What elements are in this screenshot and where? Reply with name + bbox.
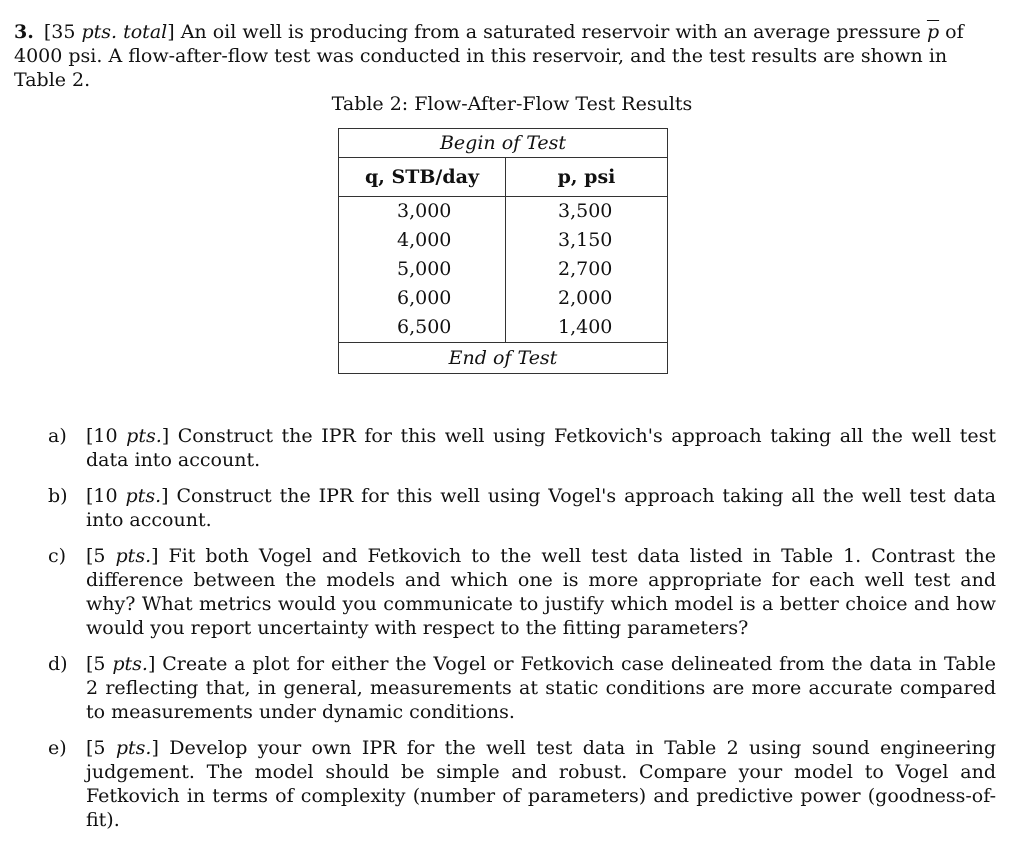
part-points-open: [5 [86, 545, 116, 567]
part-points-label: pts. [126, 425, 162, 447]
part-points-close: ] [151, 545, 159, 567]
q-value: 3,000 [397, 200, 452, 222]
part-points-open: [10 [86, 425, 127, 447]
question-part-c [48, 544, 996, 640]
problem-statement [14, 20, 1004, 92]
question-parts-list [48, 424, 996, 844]
question-part-e [48, 736, 996, 832]
p-value: 3,500 [558, 200, 613, 222]
intro-text-b: of 4000 psi. A flow-after-flow test was conducted in this reservoir, and the test results are shown in Table 2. [14, 21, 964, 91]
part-points-open: [10 [86, 485, 126, 507]
column-header-q-text: q, STB/day [364, 166, 479, 188]
intro-text-a: An oil well is producing from a saturated reservoir with an average pressure [174, 21, 927, 43]
question-part-d [48, 652, 996, 724]
part-points-close: ] [161, 425, 170, 447]
q-value: 5,000 [397, 258, 452, 280]
average-pressure-symbol: $\overline{p}$ [926, 21, 940, 43]
column-header-q [339, 158, 506, 197]
p-value: 1,400 [558, 316, 613, 338]
part-points-label: pts. [125, 485, 162, 507]
points-close: ] [167, 21, 175, 43]
problem-number: 3. [14, 21, 34, 43]
p-value: 2,700 [558, 258, 613, 280]
p-value: 3,150 [558, 229, 613, 251]
part-marker: e) [48, 737, 67, 759]
column-header-p [506, 158, 668, 197]
part-marker: b) [48, 485, 68, 507]
part-marker: c) [48, 545, 67, 567]
q-values-cell [339, 197, 506, 343]
part-text: Develop your own IPR for the well test data in Table 2 using sound engineering judgement. The model should be simple and robust. Compare your model to Vogel and Fetkovich in terms of complexity (number of parameters) and predictive power (goodness-of-fit). [86, 737, 996, 831]
part-points-close: ] [147, 653, 156, 675]
part-text: Construct the IPR for this well using Vogel's approach taking all the well test data into account. [86, 485, 996, 531]
part-text: Construct the IPR for this well using Fetkovich's approach taking all the well test data into account. [86, 425, 996, 471]
table-caption: Table 2: Flow-After-Flow Test Results [331, 93, 693, 115]
end-of-test-label: End of Test [339, 343, 668, 374]
part-points-label: pts. [115, 545, 152, 567]
question-part-b [48, 484, 996, 532]
part-points-open: [5 [86, 653, 113, 675]
part-points-label: pts. [112, 653, 148, 675]
begin-of-test-label: Begin of Test [339, 129, 668, 158]
part-points-label: pts. [115, 737, 152, 759]
part-text: Create a plot for either the Vogel or Fetkovich case delineated from the data in Table 2 reflecting that, in general, measurements at static conditions are more accurate compared to measurements under dynamic conditions. [86, 653, 996, 723]
part-text: Fit both Vogel and Fetkovich to the well test data listed in Table 1. Contrast the difference between the models and which one is more appropriate for each well test and why? What metrics would you communicate to justify which model is a better choice and how would you report uncertainty with respect to the fitting parameters? [86, 545, 996, 639]
part-points-open: [5 [86, 737, 116, 759]
points-label: pts. total [81, 21, 168, 43]
part-points-close: ] [151, 737, 159, 759]
q-value: 4,000 [397, 229, 452, 251]
question-part-a [48, 424, 996, 472]
points-open: [35 [43, 21, 82, 43]
flow-test-table [338, 128, 668, 374]
part-marker: a) [48, 425, 67, 447]
q-value: 6,500 [397, 316, 452, 338]
part-points-close: ] [161, 485, 169, 507]
p-value: 2,000 [558, 287, 613, 309]
part-marker: d) [48, 653, 68, 675]
p-values-cell [506, 197, 668, 343]
q-value: 6,000 [397, 287, 452, 309]
column-header-p-text: p, psi [557, 166, 616, 188]
problem-intro [14, 21, 964, 91]
